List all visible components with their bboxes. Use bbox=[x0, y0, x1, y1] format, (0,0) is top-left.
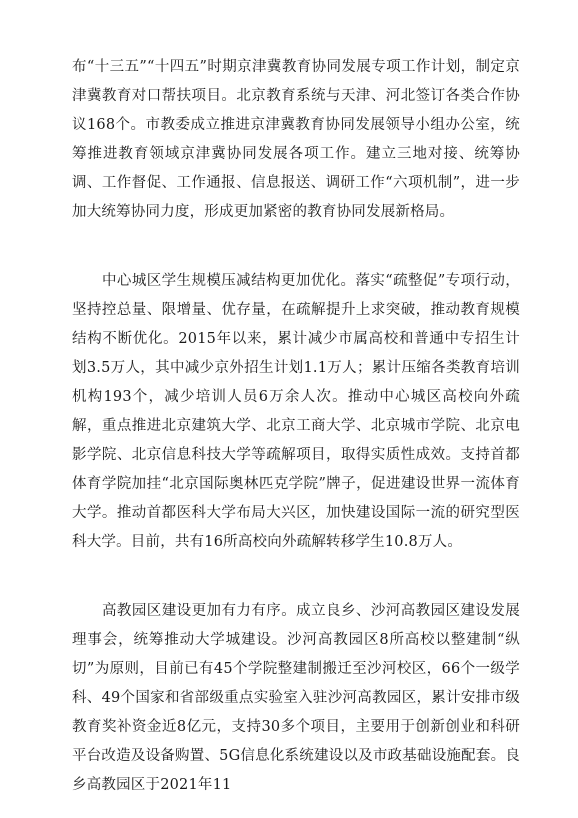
paragraph-continuation: 布“十三五”“十四五”时期京津冀教育协同发展专项工作计划，制定京津冀教育对口帮扶项目。北京教育系统与天津、河北签订各类合作协议168个。市教委成立推进京津冀教育协同发展领导小组办公室，统筹推进教育领域京津冀协同发展各项工作。建立三地对接、统筹协调、工作督促、工作通报、信息报送、调研工作“六项机制”，进一步加大统筹协同力度，形成更加紧密的教育协同发展新格局。 bbox=[72, 59, 520, 220]
paragraph-student-scale: 中心城区学生规模压减结构更加优化。落实“疏整促”专项行动，坚持控总量、限增量、优存量，在疏解提升上求突破，推动教育规模结构不断优化。2015年以来，累计减少市属高校和普通中专招生计划3.5万人，其中减少京外招生计划1.1万人；累计压缩各类教育培训机构193个，减少培训人员6万余人次。推动中心城区高校向外疏解，重点推进北京建筑大学、北京工商大学、北京城市学院、北京电影学院、北京信息科技大学等疏解项目，取得实质性成效。支持首都体育学院加挂“北京国际奥林匹克学院”牌子，促进建设世界一流体育大学。推动首都医科大学布局大兴区，加快建设国际一流的研究型医科大学。目前，共有16所高校向外疏解转移学生10.8万人。 bbox=[72, 273, 520, 550]
paragraph-higher-education-park: 高教园区建设更加有力有序。成立良乡、沙河高教园区建设发展理事会，统筹推动大学城建设。沙河高教园区8所高校以整建制“纵切”为原则，目前已有45个学院整建制搬迁至沙河校区，66个一级学科、49个国家和省部级重点实验室入驻沙河高教园区，累计安排市级教育奖补资金近8亿元，支持30多个项目，主要用于创新创业和科研平台改造及设备购置、5G信息化系统建设以及市政基础设施配套。良乡高教园区于2021年11 bbox=[72, 603, 520, 793]
